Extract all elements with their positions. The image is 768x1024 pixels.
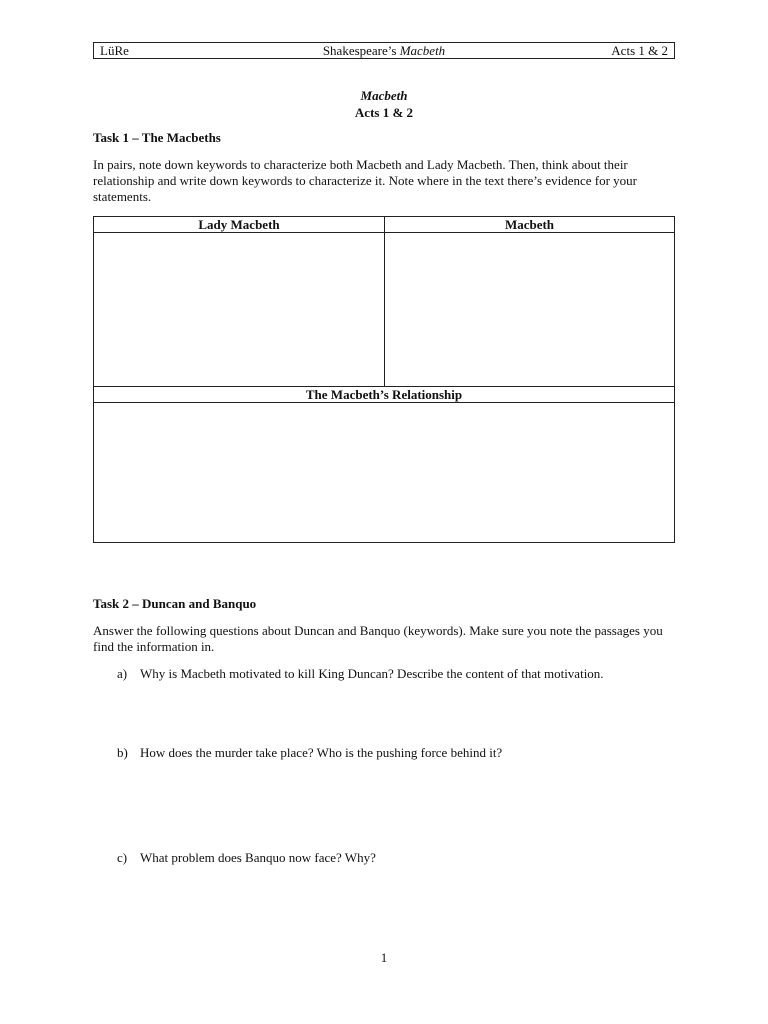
page-title bbox=[93, 87, 675, 121]
header-acts: Acts 1 & 2 bbox=[611, 43, 668, 58]
question-a bbox=[117, 666, 604, 682]
page-number: 1 bbox=[380, 950, 388, 965]
lady-macbeth-cell[interactable] bbox=[94, 233, 385, 387]
task2-heading: Task 2 – Duncan and Banquo bbox=[93, 596, 257, 611]
task1-instructions: In pairs, note down keywords to characterize both Macbeth and Lady Macbeth. Then, think about their relationship and write down keywords to characterize it. Note where in the text there’s evidence for your statements. bbox=[93, 157, 637, 204]
question-a-text: Why is Macbeth motivated to kill King Duncan? Describe the content of that motivation. bbox=[140, 666, 604, 681]
question-b bbox=[117, 745, 502, 761]
task2-instructions: Answer the following questions about Duncan and Banquo (keywords). Make sure you note the passages you find the information in. bbox=[93, 623, 663, 654]
document-header bbox=[93, 42, 675, 59]
header-work-title bbox=[94, 43, 674, 58]
relationship-header: The Macbeth’s Relationship bbox=[94, 387, 675, 403]
relationship-cell[interactable] bbox=[94, 403, 675, 543]
question-b-text: How does the murder take place? Who is the pushing force behind it? bbox=[140, 745, 503, 760]
macbeths-table bbox=[93, 216, 675, 543]
question-a-label: a) bbox=[117, 666, 128, 681]
question-c-label: c) bbox=[117, 850, 128, 865]
header-title-italic: Macbeth bbox=[399, 43, 446, 58]
header-author: LüRe bbox=[100, 43, 129, 58]
col-header-macbeth: Macbeth bbox=[385, 217, 675, 233]
task1-heading: Task 1 – The Macbeths bbox=[93, 130, 221, 145]
col-header-lady-macbeth: Lady Macbeth bbox=[94, 217, 385, 233]
question-c-text: What problem does Banquo now face? Why? bbox=[140, 850, 376, 865]
question-c bbox=[117, 850, 376, 866]
title-line-1: Macbeth bbox=[360, 88, 408, 103]
header-title-prefix: Shakespeare’s bbox=[322, 43, 400, 58]
macbeth-cell[interactable] bbox=[385, 233, 675, 387]
question-b-label: b) bbox=[117, 745, 128, 760]
title-line-2: Acts 1 & 2 bbox=[354, 105, 414, 120]
